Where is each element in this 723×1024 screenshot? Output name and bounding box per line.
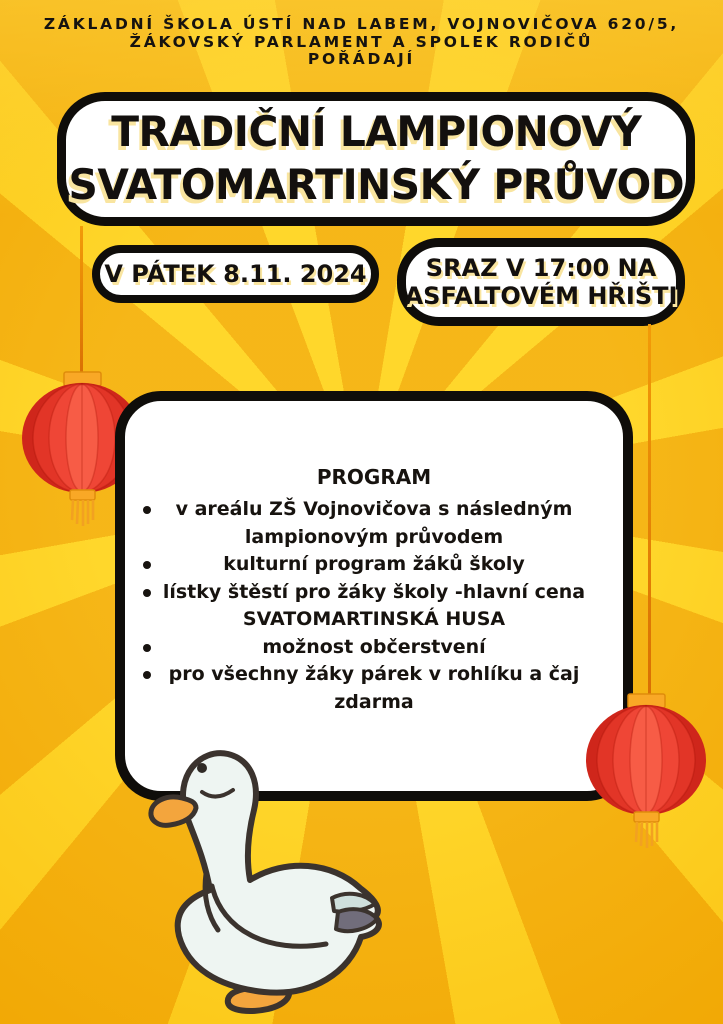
organizer-line-1: ZÁKLADNÍ ŠKOLA ÚSTÍ NAD LABEM, VOJNOVIČOVA 620/5, — [43, 15, 680, 33]
program-item — [141, 661, 607, 716]
meeting-line-1: SRAZ V 17:00 NA — [425, 253, 657, 282]
organizer-line-2: ŽÁKOVSKÝ PARLAMENT A SPOLEK RODIČŮ — [129, 32, 594, 51]
program-item-line: lampionovým průvodem — [244, 525, 504, 548]
organizer-header — [0, 16, 723, 69]
bullet-dot — [143, 561, 151, 569]
meeting-badge — [397, 238, 685, 326]
date-badge — [92, 245, 379, 303]
poster-title — [68, 106, 684, 212]
lantern-tassel — [636, 822, 657, 848]
program-item-line: SVATOMARTINSKÁ HUSA — [242, 608, 506, 630]
title-line-1: TRADIČNÍ LAMPIONOVÝ — [110, 107, 642, 157]
title-box — [57, 92, 695, 226]
bullet-dot — [143, 644, 151, 652]
program-item-line: lístky štěstí pro žáky školy -hlavní cena — [162, 580, 586, 603]
program-item — [141, 579, 607, 634]
goose-icon — [146, 740, 386, 1022]
program-heading: PROGRAM — [316, 465, 432, 489]
program-item — [141, 496, 607, 551]
organizer-line-3: POŘÁDAJÍ — [307, 50, 416, 68]
title-line-2: SVATOMARTINSKÝ PRŮVOD — [68, 160, 684, 209]
program-item-line: pro všechny žáky párek v rohlíku a čaj zdarma — [168, 663, 580, 713]
date-text: V PÁTEK 8.11. 2024 — [104, 259, 367, 288]
lantern-string-left — [80, 226, 83, 378]
lantern-string-right — [648, 324, 651, 696]
meeting-text — [405, 254, 678, 310]
bullet-dot — [143, 671, 151, 679]
lantern-body — [586, 705, 706, 815]
lantern-tassel — [72, 500, 93, 526]
lantern-icon — [584, 690, 708, 850]
program-item-line: možnost občerstvení — [262, 635, 486, 658]
program-list — [141, 496, 607, 716]
bullet-dot — [143, 506, 151, 514]
lantern-bottom-cap — [634, 812, 659, 822]
lantern-bottom-cap — [70, 490, 95, 500]
bullet-dot — [143, 589, 151, 597]
goose-eye — [197, 763, 207, 773]
program-item-line: v areálu ZŠ Vojnovičova s následným — [175, 498, 573, 520]
program-item — [141, 551, 607, 579]
program-item — [141, 634, 607, 662]
meeting-line-2: ASFALTOVÉM HŘIŠTI — [404, 282, 678, 310]
program-item-line: kulturní program žáků školy — [223, 553, 525, 575]
